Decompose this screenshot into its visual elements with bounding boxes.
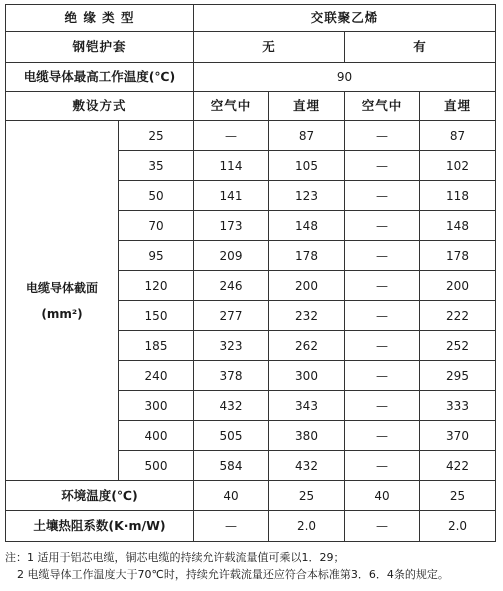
ampacity-value-cell: 114 xyxy=(194,151,269,181)
ampacity-value-cell: 141 xyxy=(194,181,269,211)
ampacity-value-cell: — xyxy=(345,421,420,451)
ampacity-value-cell: 87 xyxy=(420,121,496,151)
ampacity-value-cell: — xyxy=(345,211,420,241)
conductor-size-cell: 25 xyxy=(119,121,194,151)
ampacity-value-cell: — xyxy=(345,391,420,421)
table-notes xyxy=(5,549,500,583)
ampacity-value-cell: 277 xyxy=(194,301,269,331)
env-temp-value-cell: 25 xyxy=(420,481,496,511)
ampacity-value-cell: — xyxy=(194,121,269,151)
ampacity-value-cell: 252 xyxy=(420,331,496,361)
laying-method-label: 敷设方式 xyxy=(6,92,194,121)
ampacity-value-cell: 178 xyxy=(420,241,496,271)
max-temp-value: 90 xyxy=(194,63,496,92)
soil-resistivity-label: 土壤热阻系数(K·m/W) xyxy=(6,511,194,542)
conductor-section-unit: (mm²) xyxy=(41,306,83,321)
conductor-size-cell: 120 xyxy=(119,271,194,301)
soil-resistivity-value-cell: — xyxy=(345,511,420,542)
laying-method-air-2: 空气中 xyxy=(345,92,420,121)
armor-none: 无 xyxy=(194,32,345,63)
conductor-size-cell: 240 xyxy=(119,361,194,391)
ampacity-value-cell: 123 xyxy=(269,181,345,211)
insulation-type-label: 绝 缘 类 型 xyxy=(6,5,194,32)
env-temp-value-cell: 25 xyxy=(269,481,345,511)
conductor-size-cell: 500 xyxy=(119,451,194,481)
conductor-size-cell: 300 xyxy=(119,391,194,421)
ampacity-value-cell: 333 xyxy=(420,391,496,421)
ampacity-table-container xyxy=(5,4,495,542)
ampacity-value-cell: 300 xyxy=(269,361,345,391)
ampacity-value-cell: — xyxy=(345,241,420,271)
conductor-size-cell: 185 xyxy=(119,331,194,361)
ampacity-value-cell: 173 xyxy=(194,211,269,241)
insulation-type-row xyxy=(6,5,496,32)
ampacity-value-cell: — xyxy=(345,331,420,361)
conductor-section-label: 电缆导体截面 xyxy=(25,280,98,295)
ampacity-value-cell: 105 xyxy=(269,151,345,181)
soil-resistivity-value-cell: 2.0 xyxy=(420,511,496,542)
conductor-size-cell: 35 xyxy=(119,151,194,181)
note-line-2: 2 电缆导体工作温度大于70℃时，持续允许载流量还应符合本标准第3．6．4条的规定。 xyxy=(17,568,449,581)
ampacity-value-cell: 232 xyxy=(269,301,345,331)
laying-method-air-1: 空气中 xyxy=(194,92,269,121)
ampacity-value-cell: 422 xyxy=(420,451,496,481)
armor-label: 钢铠护套 xyxy=(6,32,194,63)
ampacity-value-cell: 200 xyxy=(269,271,345,301)
ampacity-value-cell: — xyxy=(345,451,420,481)
ampacity-value-cell: 148 xyxy=(420,211,496,241)
conductor-size-cell: 400 xyxy=(119,421,194,451)
ampacity-value-cell: 102 xyxy=(420,151,496,181)
conductor-size-cell: 50 xyxy=(119,181,194,211)
armor-row xyxy=(6,32,496,63)
ampacity-value-cell: — xyxy=(345,151,420,181)
env-temp-label: 环境温度(℃) xyxy=(6,481,194,511)
ampacity-table xyxy=(5,4,496,542)
ampacity-value-cell: 432 xyxy=(194,391,269,421)
ampacity-value-cell: 295 xyxy=(420,361,496,391)
table-row xyxy=(6,121,496,151)
soil-resistivity-value-cell: — xyxy=(194,511,269,542)
conductor-section-header xyxy=(6,121,119,481)
ampacity-value-cell: 262 xyxy=(269,331,345,361)
laying-method-buried-2: 直埋 xyxy=(420,92,496,121)
ampacity-value-cell: 370 xyxy=(420,421,496,451)
soil-resistivity-value-cell: 2.0 xyxy=(269,511,345,542)
insulation-type-value: 交联聚乙烯 xyxy=(194,5,496,32)
ampacity-value-cell: 222 xyxy=(420,301,496,331)
note-line-1: 注：1 适用于铝芯电缆，铜芯电缆的持续允许载流量值可乘以1．29； xyxy=(5,551,345,564)
env-temp-value-cell: 40 xyxy=(194,481,269,511)
armor-yes: 有 xyxy=(345,32,496,63)
ampacity-value-cell: 584 xyxy=(194,451,269,481)
ampacity-value-cell: 148 xyxy=(269,211,345,241)
ampacity-value-cell: — xyxy=(345,121,420,151)
ampacity-value-cell: 209 xyxy=(194,241,269,271)
max-temp-label: 电缆导体最高工作温度(℃) xyxy=(6,63,194,92)
conductor-size-cell: 150 xyxy=(119,301,194,331)
ampacity-value-cell: — xyxy=(345,301,420,331)
ampacity-value-cell: 343 xyxy=(269,391,345,421)
ampacity-value-cell: 178 xyxy=(269,241,345,271)
ampacity-value-cell: 380 xyxy=(269,421,345,451)
conductor-size-cell: 70 xyxy=(119,211,194,241)
soil-resistivity-row xyxy=(6,511,496,542)
ampacity-value-cell: 246 xyxy=(194,271,269,301)
ampacity-value-cell: 87 xyxy=(269,121,345,151)
ampacity-value-cell: 432 xyxy=(269,451,345,481)
ampacity-value-cell: 505 xyxy=(194,421,269,451)
ampacity-value-cell: — xyxy=(345,181,420,211)
ampacity-value-cell: — xyxy=(345,361,420,391)
ampacity-value-cell: 200 xyxy=(420,271,496,301)
conductor-size-cell: 95 xyxy=(119,241,194,271)
laying-method-buried-1: 直埋 xyxy=(269,92,345,121)
env-temp-value-cell: 40 xyxy=(345,481,420,511)
ampacity-value-cell: — xyxy=(345,271,420,301)
env-temp-row xyxy=(6,481,496,511)
max-temp-row xyxy=(6,63,496,92)
ampacity-value-cell: 323 xyxy=(194,331,269,361)
ampacity-value-cell: 118 xyxy=(420,181,496,211)
ampacity-value-cell: 378 xyxy=(194,361,269,391)
laying-method-row xyxy=(6,92,496,121)
